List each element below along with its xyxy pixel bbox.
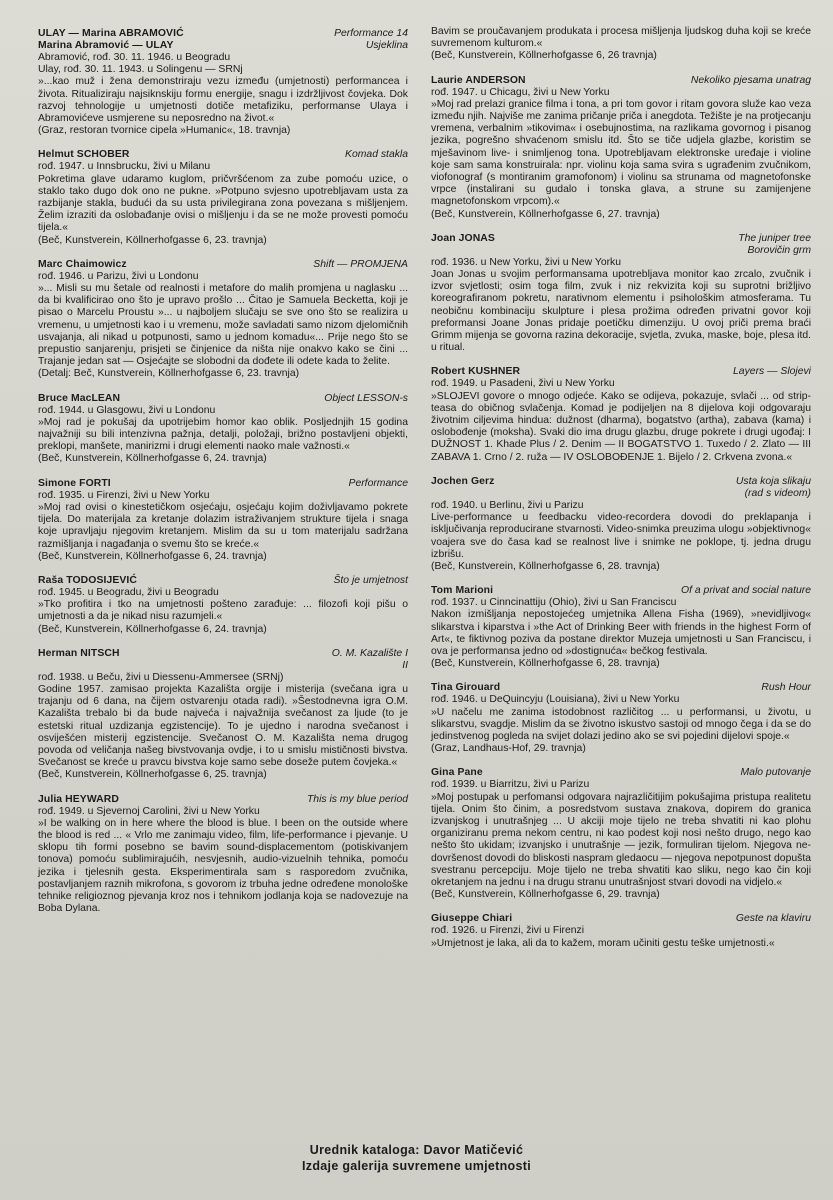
- statement-paragraph: Pokretima glave udaramo kuglom, pričvršćenom za zube pomoću uzice, o staklo tako dugo dok ono ne pukne. »Potpuno svjesno upotrebljavam usta za razbijanje stakla, budući da su usta privilegirana zona povezana s mišljenjem. Želim izraziti da oslobađanje ovisi o mišljenju i da se ne može provesti pomoću tijela.«: [38, 173, 408, 234]
- artist-name: ULAY — Marina ABRAMOVIĆ: [38, 28, 184, 39]
- artist-bio: rođ. 1949. u Pasadeni, živi u New Yorku: [431, 378, 615, 390]
- artist-name: Helmut SCHOBER: [38, 149, 130, 161]
- entry-header-row: [431, 682, 811, 694]
- venue-detail: (Beč, Kunstverein, Köllnerhofgasse 6, 27. travnja): [431, 208, 660, 220]
- venue-detail: (Graz, Landhaus-Hof, 29. travnja): [431, 743, 586, 755]
- entry-header-row: [431, 767, 811, 779]
- entry-header-row: [38, 478, 408, 490]
- statement-paragraph: Nakon izmišljanja nepostojećeg umjetnika Allena Fisha (1969), »nevidljivog« slikarstva i kiparstva i »the Act of Drinking Beer with friends in the highest Form of Art«, te fiktivnog poziva da postane direktor Muzeja umjetnosti u San Franciscu, i ova je performansa jedno od »dostignuća« bečkog festivala.: [431, 609, 811, 657]
- statement-text: [38, 684, 408, 782]
- statement-paragraph: »Moj rad je pokušaj da upotrijebim homor kao oblik. Posljednjih 15 godina najvažniji su bili intenzivna pažnja, detalji, položaji, brižno postavljeni objekti, preklopi, manšete, manirizmi i drugi elementi naoko male važnosti.«: [38, 416, 408, 453]
- artist-entry: [431, 366, 811, 463]
- statement-paragraph: Bavim se proučavanjem produkata i procesa mišljenja ljudskog duha koji se kreće suvremenom kulturom.«: [431, 26, 811, 50]
- artist-entry: [431, 26, 811, 63]
- left-column: [38, 28, 408, 927]
- work-title: Performance 14: [334, 28, 408, 39]
- artist-name: Joan JONAS: [431, 232, 495, 244]
- statement-text: [38, 502, 408, 563]
- artist-name: Laurie ANDERSON: [431, 74, 526, 86]
- statement-text: [431, 512, 811, 573]
- entry-header-row: [38, 149, 408, 161]
- statement-text: [38, 417, 408, 466]
- work-title: Of a privat and social nature: [681, 585, 811, 597]
- venue-detail: (Beč, Kunstverein, Köllnerhofgasse 6, 29. travnja): [431, 889, 660, 901]
- artist-entry: [38, 149, 408, 246]
- statement-paragraph: Joan Jonas u svojim performansama upotrebljava monitor kao zrcalo, zvučnik i izvor svjetlosti; osim toga film, zvuk i niz rekvizita koji su suprotni brižljivo koreografiranom pokretu, narativnom elementu i psihološkim atmosferama. Tu neobičnu kombinaciju skulpture i plesa prožima određen privatni govor koji preformansi Joane Jonas pridaje poetičku dimenziju. U ovoj priči prema braći Grimm mijenja se govorna razina dekoracije, svjetla, zvuka, maske, boje, plesa itd. u ritual.: [431, 269, 811, 354]
- statement-paragraph: »Umjetnost je laka, ali da to kažem, moram učiniti gestu teške umjetnosti.«: [431, 937, 775, 949]
- venue-detail: (Beč, Kunstverein, Köllnerhofgasse 6, 28. travnja): [431, 560, 660, 572]
- venue-detail: (Beč, Kunstverein, Köllnerhofgasse 6, 28. travnja): [431, 658, 660, 670]
- work-title: Što je umjetnost: [333, 574, 408, 586]
- artist-bio: rođ. 1937. u Cinncinattiju (Ohio), živi u San Franciscu: [431, 597, 677, 609]
- artist-name: Julia HEYWARD: [38, 793, 119, 805]
- work-title: Usjeklina: [365, 40, 408, 51]
- artist-name: Jochen Gerz: [431, 475, 495, 487]
- artist-name: Robert KUSHNER: [431, 366, 521, 378]
- work-title: Borovičin grm: [747, 244, 811, 256]
- entry-header-row: [431, 913, 811, 925]
- statement-text: [38, 283, 408, 381]
- statement-text: [431, 609, 811, 670]
- artist-entry: [38, 794, 408, 916]
- artist-name: Gina Pane: [431, 767, 483, 779]
- work-title: Komad stakla: [345, 149, 408, 161]
- statement-paragraph: »I be walking on in here where the blood is blue. I been on the outside where the blood is red ... « Vrlo me zanimaju video, film, life-performance i pjevanje. U sklopu tih formi posebno se bavim sound-displacementom (potiskivanjem tonova) pomoću sublimirajućih, nesvjesnih, audio-vizuelnih tehnika, pomoću jezika i tjelesnih gesta. Eksperimentirala sam s rasporedom zvučnika, postavljanjem raznih mikrofona, s govorom iz trbuha jedne određene monološke tehnike religioznog pjevanja kroz nos i tehnikom jodlanja koja se nadovezuje na Boba Dylana.: [38, 817, 408, 915]
- artist-name: Raša TODOSIJEVIĆ: [38, 574, 138, 586]
- statement-paragraph: »SLOJEVI govore o mnogo odjeće. Kako se odijeva, pokazuje, svlači ... od strip-teasa do običnog svlačenja. Komad je podijeljen na 8 dijelova koji odgovaraju životnim ciljevima hindua: dužnost (dharma), bogatstvo (artha), zabava (kama) i oslobođenje (moksha). Svaki dio ima drugu glazbu, druge pokrete i drugi ugođaj: I DUŽNOST 1. Khade Plus / 2. Denim — II BOGATSTVO 1. Tuxedo / 2. Zlato — III ZABAVA 1. Crno / 2. ruža — IV OSLOBOĐENJE 1. Bijelo / 2. Crkvena zvona.«: [431, 390, 811, 463]
- entry-header-row: [431, 245, 811, 257]
- entry-header-row: [431, 75, 811, 87]
- artist-entry: [38, 648, 408, 782]
- artist-entry: [431, 767, 811, 901]
- work-title: Rush Hour: [761, 682, 811, 694]
- artist-name: Simone FORTI: [38, 477, 111, 489]
- work-title: Shift — PROMJENA: [313, 258, 408, 270]
- statement-text: [431, 269, 811, 354]
- statement-text: [431, 26, 811, 63]
- statement-text: [38, 599, 408, 636]
- artist-entry: [431, 913, 811, 949]
- statement-text: [38, 174, 408, 247]
- entry-header-row: [38, 575, 408, 587]
- venue-detail: (Beč, Kunstverein, Köllnerhofgasse 6, 24. travnja): [38, 550, 267, 562]
- work-title: The juniper tree: [738, 232, 811, 244]
- artist-name: Marina Abramović — ULAY: [38, 40, 174, 51]
- editor-credit: Urednik kataloga: Davor Matičević: [309, 1143, 524, 1157]
- artist-bio: rođ. 1945. u Beogradu, živi u Beogradu: [38, 586, 219, 598]
- work-title: Usta koja slikaju: [735, 475, 811, 487]
- statement-text: [38, 818, 408, 916]
- artist-name: Bruce MacLEAN: [38, 392, 121, 404]
- entry-header-row: [431, 488, 811, 500]
- statement-text: [431, 938, 811, 950]
- statement-text: [431, 792, 811, 902]
- entry-header-row: [38, 648, 408, 660]
- entry-header-row: [38, 660, 408, 672]
- work-title: (rad s videom): [744, 487, 811, 499]
- artist-entry: [431, 75, 811, 221]
- statement-paragraph: »Moj rad ovisi o kinestetičkom osjećaju, osjećaju kojim doživljavamo pokrete tijela. Do materijala za kretanje dolazim istraživanjem strukture tijela i snaga koje upravljaju njegovim kretanjem. Mislim da su u tom materijalu sadržana razmišljanja i nagađanja o svemu što se kreće.«: [38, 501, 408, 550]
- statement-paragraph: »Moj rad prelazi granice filma i tona, a pri tom govor i ritam govora služe kao veza između njih. Najviše me zanima pričanje priča i anegdota. Težište je na protjecanju vremena, verbalnim »tikovima« i osebujnostima, na razlikama govornog i pisanog jezika, pogrešno shvaćenom smislu itd. Što se tiče udjela glazbe, koristim se mješavinom live- i snimljenog tona. Upotrebljavam elektronske uređaje i violine koje sam sama konstruirala: npr. violinu koja sama svira s ugrađenim zvučnikom, viofonograf (s montiranim gramofonom) i violinu sa strunama od magnetofonske vrpce (instalirani su gudalo i tonska glava, a strune su zamijenjene magnetofonskom vrpcom).«: [431, 98, 811, 208]
- artist-bio: rođ. 1926. u Firenzi, živi u Firenzi: [431, 925, 585, 937]
- entry-header-row: [431, 233, 811, 245]
- artist-name: Marc Chaimowicz: [38, 258, 127, 270]
- artist-name: Herman NITSCH: [38, 647, 120, 659]
- artist-entry: [38, 393, 408, 466]
- artist-entry: [38, 478, 408, 563]
- artist-bio: rođ. 1949. u Sjevernoj Carolini, živi u New Yorku: [38, 805, 260, 817]
- statement-text: [431, 391, 811, 464]
- artist-bio: Ulay, rođ. 30. 11. 1943. u Solingenu — SRNj: [38, 64, 243, 76]
- artist-bio: rođ. 1938. u Beču, živi u Diessenu-Ammersee (SRNj): [38, 671, 284, 683]
- entry-header-row: [38, 794, 408, 806]
- work-title: Performance: [348, 477, 408, 489]
- artist-name: Tina Girouard: [431, 682, 501, 694]
- artist-bio: rođ. 1936. u New Yorku, živi u New Yorku: [431, 256, 622, 268]
- work-title: II: [402, 659, 408, 671]
- artist-entry: [431, 476, 811, 573]
- right-column: [431, 26, 811, 962]
- artist-entry: [38, 575, 408, 636]
- artist-bio: rođ. 1935. u Firenzi, živi u New Yorku: [38, 489, 210, 501]
- artist-bio: rođ. 1940. u Berlinu, živi u Parizu: [431, 499, 584, 511]
- work-title: Geste na klaviru: [735, 913, 811, 925]
- artist-bio: Abramović, rođ. 30. 11. 1946. u Beogradu: [38, 52, 231, 63]
- statement-paragraph: »... Misli su mu šetale od realnosti i metafore do malih promjena u naglasku ... da bi kvalificirao ono što je upravo prošlo ... Čitao je Samuela Becketta, koji je pisao o Marcelu Proustu »... u najboljem slučaju se sve ono što se realizira u vremenu, u umjetnosti kao i u vremenu, može savladati samo nizom djelomičnih usvajanja, ali nikad u potpunosti, samo u jednom komadu«... Prije nego što se prepustio sanjarenju, prisjeti se činjenice da ništa nije onakvo kako se čini ... Trajanje jedan sat — Osjećajte se slobodni da dođete ili odete kada to želite.: [38, 283, 408, 368]
- statement-paragraph: »Tko profitira i tko na umjetnosti pošteno zarađuje: ... filozofi koji pišu o umjetnosti a da je nikad nisu razumjeli.«: [38, 599, 408, 623]
- statement-text: [431, 99, 811, 221]
- artist-entry: [431, 682, 811, 755]
- artist-entry: [431, 585, 811, 670]
- footer: [0, 1142, 833, 1174]
- venue-detail: (Beč, Kunstverein, Köllnerhofgasse 6, 26 travnja): [431, 50, 657, 62]
- venue-detail: (Beč, Kunstverein, Köllnerhofgasse 6, 23. travnja): [38, 234, 267, 246]
- venue-detail: (Graz, restoran tvornice cipela »Humanic«, 18. travnja): [38, 125, 291, 137]
- entry-header-row: [38, 259, 408, 271]
- artist-bio: rođ. 1947. u Innsbrucku, živi u Milanu: [38, 161, 211, 173]
- artist-bio: rođ. 1944. u Glasgowu, živi u Londonu: [38, 404, 216, 416]
- statement-paragraph: »U načelu me zanima istodobnost različitog ... u performansi, u životu, u slikarstvu, svagdje. Mislim da se životno iskustvo sastoji od mnogo čega i da se do jedinstvenog pogleda na svijet dolazi jedino ako se svi pojedini dijelovi spoje.«: [431, 706, 811, 742]
- statement-text: [38, 76, 408, 137]
- artist-name: Giuseppe Chiari: [431, 913, 513, 925]
- venue-detail: (Beč, Kunstverein, Köllnerhofgasse 6, 25. travnja): [38, 769, 267, 781]
- publisher-credit: Izdaje galerija suvremene umjetnosti: [302, 1159, 531, 1173]
- work-title: This is my blue period: [306, 793, 408, 805]
- statement-paragraph: »...kao muž i žena demonstriraju vezu između (umjetnosti) performancea i života. Ritualiziraju najsiknskiju formu energije, snagu i izdržljivost čovjeka. Dok razvoj tehnologije u umjetnosti dotiče metafiziku, performanse Ulaya i Abramovićeve usmjerene su neposredno na život.«: [38, 76, 408, 125]
- statement-text: [431, 707, 811, 756]
- artist-entry: [431, 233, 811, 355]
- entry-header-row: [431, 476, 811, 488]
- artist-entry: [38, 28, 408, 137]
- work-title: Nekoliko pjesama unatrag: [690, 74, 811, 86]
- entry-header-row: [38, 393, 408, 405]
- artist-bio: rođ. 1946. u DeQuincyju (Louisiana), živi u New Yorku: [431, 694, 680, 706]
- entry-header-row: [38, 40, 408, 52]
- artist-bio: rođ. 1947. u Chicagu, živi u New Yorku: [431, 86, 610, 98]
- entry-header-row: [431, 585, 811, 597]
- work-title: Malo putovanje: [740, 767, 811, 779]
- venue-detail: (Detalj: Beč, Kunstverein, Köllnerhofgasse 6, 23. travnja): [38, 368, 300, 380]
- venue-detail: (Beč, Kunstverein, Köllnerhofgasse 6, 24. travnja): [38, 453, 267, 465]
- statement-paragraph: Godine 1957. zamisao projekta Kazališta orgije i misterija (svečana igra u trajanju od 6 dana, na čijem ostvarenju otada radi). »Šestodnevna igra O.M. Kazališta trebalo bi da bude najveća i najvažnija svečanost za ljude (to je estetski ritual uzdizanja egzistencije). To je ujedno i narodna svečanost i osviješćen misterij egzistencije. Svečanost O. M. Kazališta nema drugog povoda od veličanja našeg bivstvovanja ovdje, i to u smislu mističnosti bivstva. Svečanost se kreće u pravcu bivstva koje samo sebe doseže putem čovjeka.«: [38, 683, 408, 769]
- entry-header-row: [38, 28, 408, 40]
- artist-bio: rođ. 1946. u Parizu, živi u Londonu: [38, 270, 199, 282]
- statement-paragraph: »Moj postupak u perfomansi odgovara najrazličitijim pokušajima pristupa realitetu tijela. Onim što činim, a posredstvom sustava znakova, dopirem do granica izvanjskog i unutrašnjeg ... U akciji moje tijelo ne treba shvatiti ni kao plohu organiziranu prema nekom centru, ni kao podest koji nosi nešto drugo, nego kao nešto što ukidam; izvanjsko i unutrašnje — jezik, formuliran tijelom. Njegova ne-dovršenost dovodi do bliskosti naspram gledaocu — njegova nepotpunost dopušta svestranu percepciju. Moje tijelo ne treba shvatiti kao sliku, nego kao čin koji okretanjem na jednu i na drugu stranu unutrašnjost stvari dovodi na vidjelo.«: [431, 791, 811, 888]
- work-title: O. M. Kazalište I: [331, 647, 408, 659]
- entry-header-row: [431, 366, 811, 378]
- work-title: Layers — Slojevi: [733, 366, 811, 378]
- work-title: Object LESSON-s: [324, 392, 408, 404]
- statement-paragraph: Live-performance u feedbacku video-recordera dovodi do preklapanja i isključivanja reproducirane stvarnosti. Video-snimka preuzima ulogu »objektivnog« voajera sve do časa kad se realnost live i snimke ne poklope, tj. jedna drugu izbrišu.: [431, 512, 811, 560]
- artist-name: Tom Marioni: [431, 585, 494, 597]
- artist-entry: [38, 259, 408, 381]
- artist-bio: rođ. 1939. u Biarritzu, živi u Parizu: [431, 779, 590, 791]
- venue-detail: (Beč, Kunstverein, Köllnerhofgasse 6, 24. travnja): [38, 623, 267, 635]
